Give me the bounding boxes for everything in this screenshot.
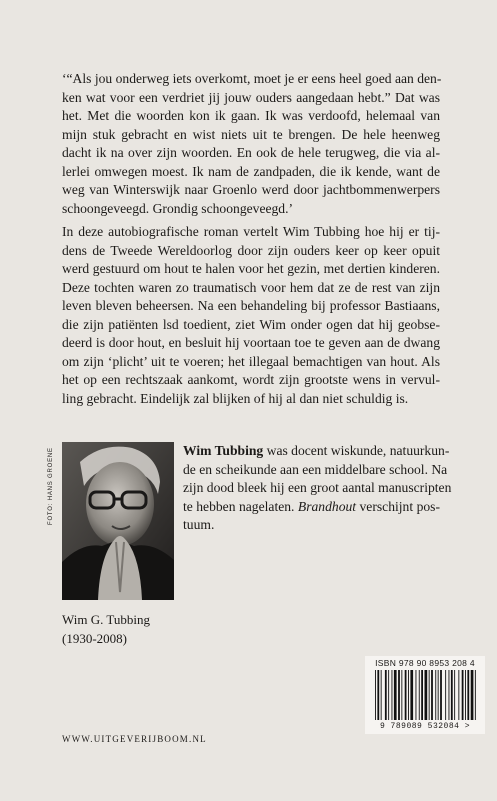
author-photo — [62, 442, 174, 600]
quote-line: ken wat voor een verdriet jij jouw ouders aangedaan hebt.” Dat was — [62, 89, 440, 105]
photo-caption-name: Wim G. Tubbing — [62, 612, 150, 627]
book-title: Brandhout — [297, 498, 357, 514]
blurb-line: die zijn patiënten lsd toedient, ziet Wim onder ogen dat hij geobse- — [62, 316, 440, 332]
quote-line: het. Met die woorden kon ik gaan. Ik was verdoofd, helemaal van — [62, 108, 440, 123]
quote-line: ‘“Als jou onderweg iets overkomt, moet je er eens heel goed aan den- — [62, 71, 442, 86]
bio-line — [183, 442, 450, 461]
quote-line: schoongeveegd. Grondig schoongeveegd.’ — [62, 200, 294, 216]
author-portrait-illustration — [62, 442, 174, 600]
blurb-line: ling gebracht. Eindelijk zal blijken of hij al dan niet schuldig is. — [62, 390, 409, 406]
photo-caption-years: (1930-2008) — [62, 631, 127, 646]
ean-digits: 9 789089 532084 > — [379, 722, 471, 731]
bio-text: verschijnt pos- — [356, 498, 440, 514]
book-blurb — [62, 223, 440, 408]
blurb-line: Deze tochten waren zo traumatisch voor hem dat ze de rest van zijn — [62, 279, 440, 295]
author-name: Wim Tubbing — [183, 443, 264, 458]
bio-line: de en scheikunde aan een middelbare school. Na — [183, 461, 448, 477]
back-cover-quote — [62, 70, 440, 218]
isbn-label: ISBN 978 90 8953 208 4 — [375, 658, 475, 668]
blurb-line: het op een rechtszaak aankomt, wordt zijn grootste wens in vervul- — [62, 372, 440, 387]
quote-line: lerlei omwegen moest. Ik nam de zandpaden, die ik kende, want de — [62, 163, 440, 179]
quote-line: dacht ik na over zijn woorden. En ook de hele terugweg, die via al- — [62, 145, 440, 160]
blurb-line: werd gestuurd om hout te halen voor het gezin, met dertien kinderen. — [62, 261, 440, 276]
bio-text: te hebben nagelaten. — [183, 498, 298, 514]
bio-line: zijn dood bleek hij een groot aantal manuscripten — [183, 480, 452, 495]
blurb-line: In deze autobiografische roman vertelt Wim Tubbing hoe hij er tij- — [62, 224, 440, 239]
blurb-line: leven bleven beheersen. Na een behandeling bij professor Bastiaans, — [62, 298, 440, 313]
publisher-website[interactable]: WWW.UITGEVERIJBOOM.NL — [62, 734, 207, 744]
blurb-line: om zijn ‘plicht’ uit te voeren; het illegaal bemachtigen van hout. Als — [62, 353, 440, 369]
bio-line: tuum. — [183, 517, 215, 532]
quote-line: mijn stuk gebracht en wist niets uit te brengen. De hele heenweg — [62, 126, 440, 142]
barcode-bars — [371, 670, 479, 722]
blurb-line: dens de Tweede Wereldoorlog door zijn ouders keer op keer opuit — [62, 242, 440, 258]
photo-credit: FOTO: HANS GROENE — [48, 447, 54, 525]
author-bio — [183, 442, 452, 535]
quote-line: weg van Winterswijk naar Groenlo werd door jachtbommenwerpers — [62, 182, 440, 197]
bio-text: was docent wiskunde, natuurkun- — [263, 443, 450, 458]
bio-line — [183, 498, 440, 517]
isbn-barcode — [365, 656, 485, 734]
blurb-line: deerd is door hout, en besluit hij voortaan toe te geven aan de dwang — [62, 335, 440, 350]
